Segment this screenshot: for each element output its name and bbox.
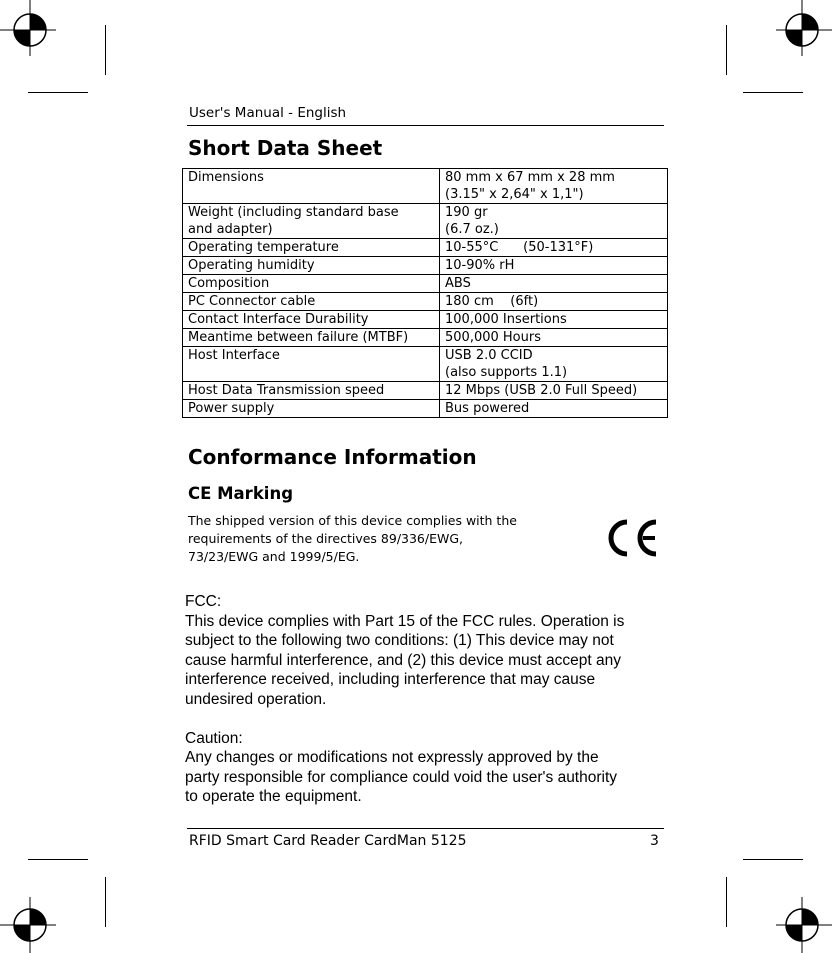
table-row — [183, 329, 668, 347]
ce-statement — [188, 512, 568, 566]
footer-title: RFID Smart Card Reader CardMan 5125 — [189, 833, 467, 849]
crop-mark — [743, 859, 803, 860]
spec-value — [440, 329, 668, 347]
fcc-line: undesired operation. — [185, 690, 327, 708]
spec-value — [440, 169, 668, 204]
fcc-line: This device complies with Part 15 of the FCC rules. Operation is — [185, 612, 625, 630]
spec-label — [183, 169, 440, 204]
spec-value-line: 80 mm x 67 mm x 28 mm — [445, 170, 615, 185]
spec-value-line: (3.15" x 2,64" x 1,1") — [445, 187, 584, 202]
crop-mark — [726, 877, 727, 927]
table-row — [183, 239, 668, 257]
spec-label-line: Weight (including standard base — [188, 205, 399, 220]
spec-label-line: and adapter) — [188, 222, 273, 237]
spec-value-line: (6.7 oz.) — [445, 222, 499, 237]
fcc-line: interference received, including interference that may cause — [185, 671, 596, 688]
data-sheet-table — [182, 168, 668, 418]
spec-label — [183, 400, 440, 418]
crop-mark — [726, 25, 727, 75]
spec-value — [440, 382, 668, 400]
spec-label — [183, 293, 440, 311]
spec-value — [440, 293, 668, 311]
footer-rule — [187, 828, 664, 829]
spec-value — [440, 204, 668, 239]
header-rule — [187, 125, 664, 126]
spec-value — [440, 275, 668, 293]
table-row — [183, 257, 668, 275]
table-row — [183, 382, 668, 400]
spec-label — [183, 382, 440, 400]
crop-mark — [105, 25, 106, 75]
crop-mark — [105, 877, 106, 927]
table-row — [183, 275, 668, 293]
spec-value-line: ABS — [445, 276, 471, 291]
registration-mark-icon — [776, 897, 832, 953]
caution-line: to operate the equipment. — [185, 788, 362, 805]
fcc-statement — [185, 592, 675, 807]
spec-label-line: Power supply — [188, 401, 275, 416]
fcc-line: subject to the following two conditions: (1) This device may not — [185, 632, 614, 649]
spec-label — [183, 275, 440, 293]
spec-value-line: USB 2.0 CCID — [445, 348, 533, 363]
caution-heading: Caution: — [185, 729, 243, 747]
ce-mark-icon — [605, 518, 661, 558]
fcc-heading: FCC: — [185, 593, 222, 610]
spec-label — [183, 204, 440, 239]
table-row — [183, 400, 668, 418]
spec-label-line: PC Connector cable — [188, 294, 316, 309]
ce-line: requirements of the directives 89/336/EWG, — [188, 531, 464, 546]
spec-label — [183, 311, 440, 329]
table-row — [183, 311, 668, 329]
spec-label-line: Contact Interface Durability — [188, 312, 369, 327]
fcc-line: cause harmful interference, and (2) this device must accept any — [185, 651, 621, 669]
table-row — [183, 347, 668, 382]
spec-value-line: 180 cm (6ft) — [445, 294, 539, 309]
registration-mark-icon — [0, 0, 56, 56]
spec-value-line: 190 gr — [445, 205, 488, 220]
subsection-title-ce: CE Marking — [188, 484, 294, 503]
crop-mark — [28, 859, 88, 860]
spec-value — [440, 257, 668, 275]
caution-line: Any changes or modifications not expressly approved by the — [185, 749, 599, 766]
table-row — [183, 293, 668, 311]
section-title-data-sheet: Short Data Sheet — [188, 136, 383, 160]
spec-label-line: Host Interface — [188, 348, 280, 363]
spec-label — [183, 239, 440, 257]
spec-value-line: 500,000 Hours — [445, 330, 541, 345]
spec-label — [183, 329, 440, 347]
caution-line: party responsible for compliance could void the user's authority — [185, 768, 618, 786]
ce-line: The shipped version of this device complies with the — [188, 513, 517, 528]
registration-mark-icon — [776, 0, 832, 56]
spec-value — [440, 239, 668, 257]
spec-value-line: 12 Mbps (USB 2.0 Full Speed) — [445, 383, 638, 398]
crop-mark — [28, 92, 88, 93]
crop-mark — [743, 92, 803, 93]
spec-value-line: Bus powered — [445, 401, 530, 416]
spec-label-line: Composition — [188, 276, 270, 291]
spec-value — [440, 347, 668, 382]
page-header: User's Manual - English — [189, 105, 347, 121]
spec-label-line: Operating temperature — [188, 240, 339, 255]
spec-value-line: 10-90% rH — [445, 258, 515, 273]
spec-label-line: Operating humidity — [188, 258, 315, 273]
table-row — [183, 169, 668, 204]
spec-label-line: Dimensions — [188, 170, 264, 185]
registration-mark-icon — [0, 897, 56, 953]
page-number: 3 — [650, 833, 659, 849]
table-row — [183, 204, 668, 239]
section-title-conformance: Conformance Information — [188, 445, 477, 469]
spec-value — [440, 311, 668, 329]
spec-value-line: 100,000 Insertions — [445, 312, 567, 327]
spec-label-line: Host Data Transmission speed — [188, 383, 385, 398]
ce-line: 73/23/EWG and 1999/5/EG. — [188, 549, 360, 564]
spec-value-line: 10-55°C (50-131°F) — [445, 240, 594, 255]
spec-label-line: Meantime between failure (MTBF) — [188, 330, 409, 345]
spec-label — [183, 347, 440, 382]
spec-value — [440, 400, 668, 418]
spec-label — [183, 257, 440, 275]
spec-value-line: (also supports 1.1) — [445, 365, 568, 380]
